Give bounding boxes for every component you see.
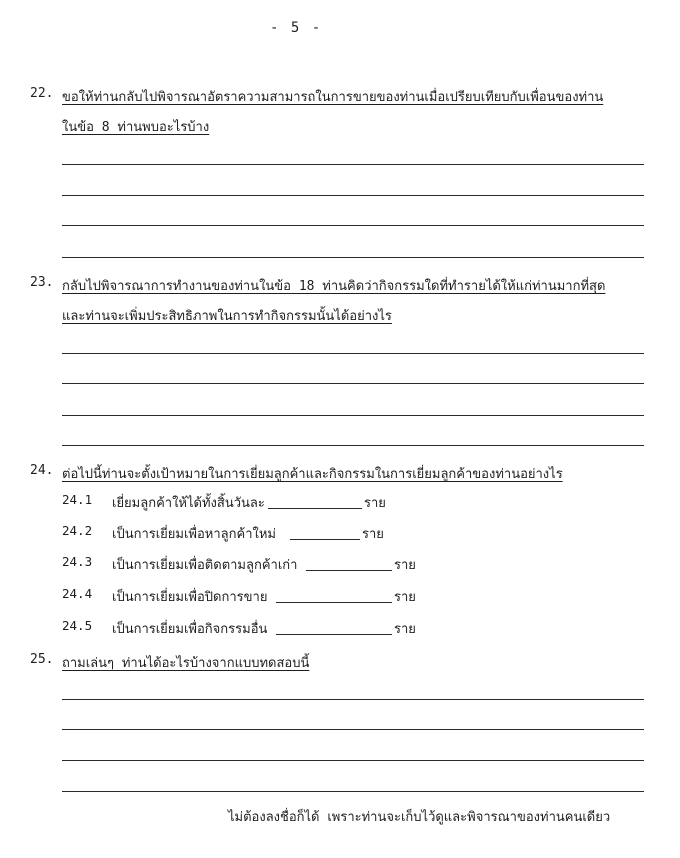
question-22-number: 22.	[30, 86, 54, 101]
answer-line[interactable]	[62, 445, 644, 446]
item-24-3-unit: ราย	[394, 558, 416, 573]
answer-line[interactable]	[62, 164, 644, 165]
question-25-line1: ถามเล่นๆ ท่านได้อะไรบ้างจากแบบทดสอบนี้	[62, 656, 310, 671]
item-24-4-unit: ราย	[394, 590, 416, 605]
item-24-1-unit: ราย	[364, 496, 386, 511]
question-22-line1: ขอให้ท่านกลับไปพิจารณาอัตราความสามารถในการขายของท่านเมื่อเปรียบเทียบกับเพื่อนของท่าน	[62, 90, 604, 105]
answer-line[interactable]	[62, 195, 644, 196]
item-24-4-number: 24.4	[62, 586, 93, 601]
question-24-number: 24.	[30, 463, 54, 478]
item-24-1-number: 24.1	[62, 492, 93, 507]
answer-line[interactable]	[62, 760, 644, 761]
answer-line[interactable]	[62, 729, 644, 730]
item-24-2-unit: ราย	[362, 527, 384, 542]
question-24-line1: ต่อไปนี้ท่านจะตั้งเป้าหมายในการเยี่ยมลูกค้าและกิจกรรมในการเยี่ยมลูกค้าของท่านอย่างไร	[62, 467, 563, 482]
item-24-4-label: เป็นการเยี่ยมเพื่อปิดการขาย	[112, 590, 268, 605]
question-23-line1: กลับไปพิจารณาการทำงานของท่านในข้อ 18 ท่านคิดว่ากิจกรรมใดที่ทำรายได้ให้แก่ท่านมากที่สุด	[62, 279, 606, 294]
item-24-2-label: เป็นการเยี่ยมเพื่อหาลูกค้าใหม่	[112, 527, 276, 542]
question-23-line2: และท่านจะเพิ่มประสิทธิภาพในการทำกิจกรรมนั้นได้อย่างไร	[62, 309, 392, 324]
item-24-3-number: 24.3	[62, 554, 93, 569]
question-25-number: 25.	[30, 652, 54, 667]
item-24-2-blank[interactable]	[290, 525, 360, 540]
answer-line[interactable]	[62, 225, 644, 226]
item-24-5-label: เป็นการเยี่ยมเพื่อกิจกรรมอื่น	[112, 622, 268, 637]
answer-line[interactable]	[62, 257, 644, 258]
item-24-4-blank[interactable]	[276, 588, 392, 603]
answer-line[interactable]	[62, 383, 644, 384]
item-24-5-blank[interactable]	[276, 620, 392, 635]
answer-line[interactable]	[62, 415, 644, 416]
answer-line[interactable]	[62, 699, 644, 700]
item-24-1-label: เยี่ยมลูกค้าให้ได้ทั้งสิ้นวันละ	[112, 496, 265, 511]
item-24-5-number: 24.5	[62, 618, 93, 633]
footer-note: ไม่ต้องลงชื่อก็ได้ เพราะท่านจะเก็บไว้ดูและพิจารณาของท่านคนเดียว	[228, 810, 611, 825]
answer-line[interactable]	[62, 353, 644, 354]
item-24-3-label: เป็นการเยี่ยมเพื่อติดตามลูกค้าเก่า	[112, 558, 298, 573]
item-24-2-number: 24.2	[62, 523, 93, 538]
item-24-5-unit: ราย	[394, 622, 416, 637]
item-24-3-blank[interactable]	[306, 556, 392, 571]
answer-line[interactable]	[62, 791, 644, 792]
question-22-line2: ในข้อ 8 ท่านพบอะไรบ้าง	[62, 120, 210, 135]
question-23-number: 23.	[30, 275, 54, 290]
item-24-1-blank[interactable]	[268, 494, 362, 509]
page-number: - 5 -	[270, 20, 323, 36]
